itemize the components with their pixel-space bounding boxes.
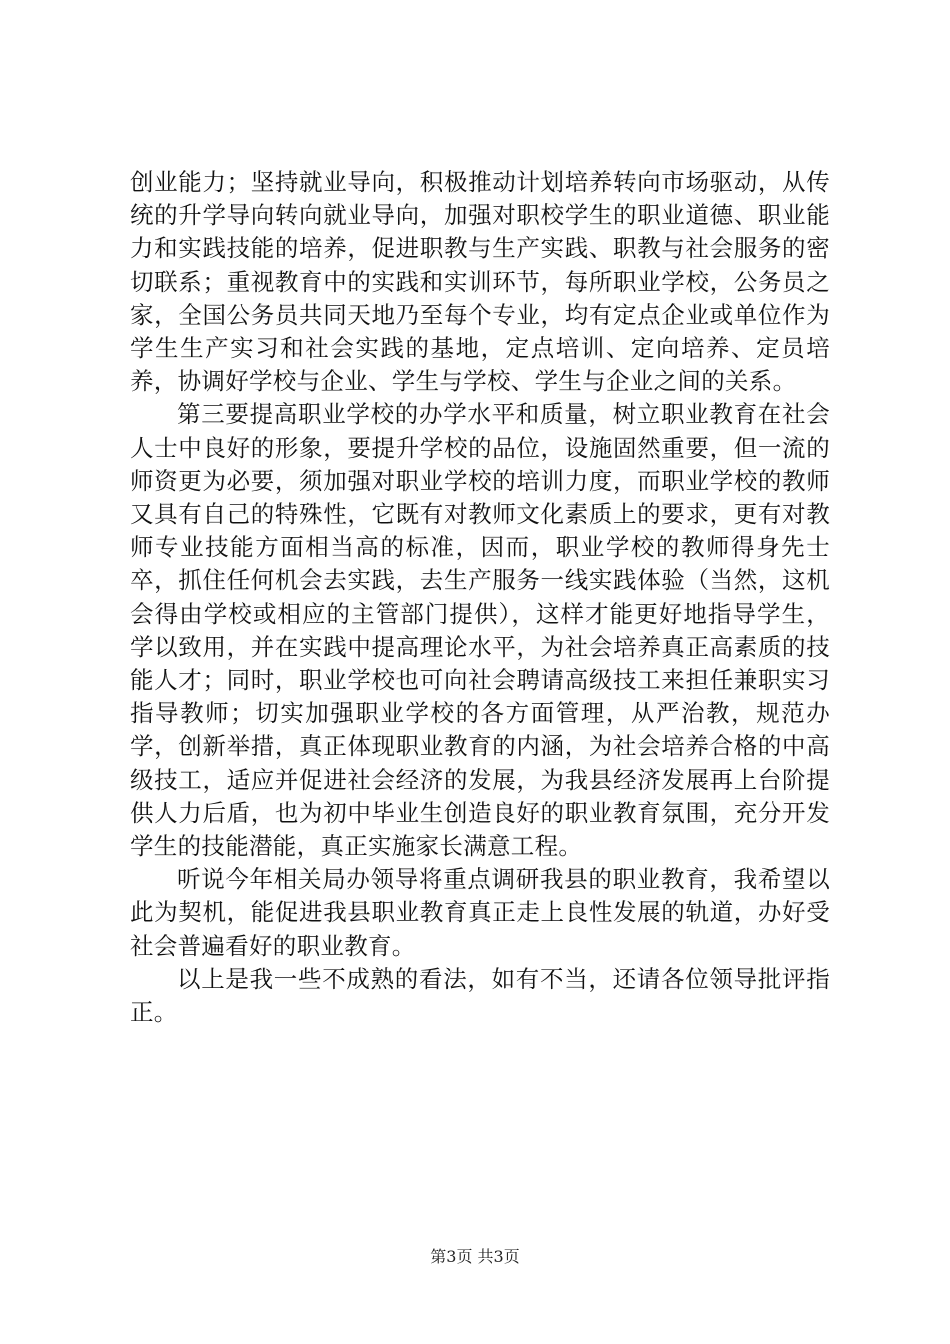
page-number-footer: 第3页 共3页 <box>430 1247 520 1266</box>
paragraph-continuation: 创业能力；坚持就业导向，积极推动计划培养转向市场驱动，从传统的升学导向转向就业导向，加强对职校学生的职业道德、职业能力和实践技能的培养，促进职教与生产实践、职教与社会服务的密切联系；重视教育中的实践和实训环节，每所职业学校，公务员之家，全国公务员共同天地乃至每个专业，均有定点企业或单位作为学生生产实习和社会实践的基地，定点培训、定向培养、定员培养，协调好学校与企业、学生与学校、学生与企业之间的关系。 <box>130 168 830 396</box>
paragraph-research-hope: 听说今年相关局办领导将重点调研我县的职业教育，我希望以此为契机，能促进我县职业教育真正走上良性发展的轨道，办好受社会普遍看好的职业教育。 <box>130 865 830 960</box>
paragraph-closing: 以上是我一些不成熟的看法，如有不当，还请各位领导批评指正。 <box>130 964 830 1027</box>
paragraph-third-point: 第三要提高职业学校的办学水平和质量，树立职业教育在社会人士中良好的形象，要提升学校的品位，设施固然重要，但一流的师资更为必要，须加强对职业学校的培训力度，而职业学校的教师又具有自己的特殊性，它既有对教师文化素质上的要求，更有对教师专业技能方面相当高的标准，因而，职业学校的教师得身先士卒，抓住任何机会去实践，去生产服务一线实践体验（当然，这机会得由学校或相应的主管部门提供），这样才能更好地指导学生，学以致用，并在实践中提高理论水平，为社会培养真正高素质的技能人才；同时，职业学校也可向社会聘请高级技工来担任兼职实习指导教师；切实加强职业学校的各方面管理，从严治教，规范办学，创新举措，真正体现职业教育的内涵，为社会培养合格的中高级技工，适应并促进社会经济的发展，为我县经济发展再上台阶提供人力后盾，也为初中毕业生创造良好的职业教育氛围，充分开发学生的技能潜能，真正实施家长满意工程。 <box>130 400 830 861</box>
document-body <box>130 166 830 1029</box>
